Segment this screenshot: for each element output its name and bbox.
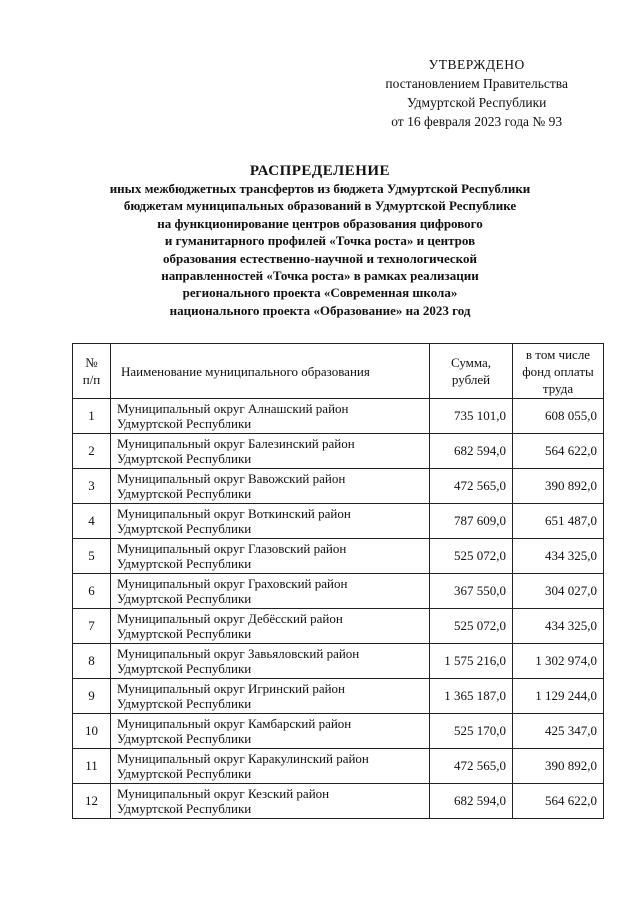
fund-cell: 651 487,0 — [513, 504, 604, 539]
approval-date: от 16 февраля 2023 года № 93 — [391, 114, 563, 129]
municipality-name-line: Удмуртской Республики — [117, 801, 252, 816]
title-line: образования естественно-научной и технологической — [163, 250, 477, 266]
approval-authority: постановлением Правительства — [385, 76, 568, 91]
amount-cell: 525 072,0 — [430, 609, 513, 644]
column-header-amount — [430, 344, 513, 399]
row-number: 1 — [73, 399, 111, 434]
approval-region: Удмуртской Республики — [407, 95, 547, 110]
title-line: бюджетам муниципальных образований в Удмуртской Республике — [123, 198, 517, 214]
distribution-table — [72, 343, 604, 819]
column-header-amount-line: рублей — [451, 372, 491, 387]
table-row — [73, 679, 604, 714]
municipality-name-line: Удмуртской Республики — [117, 556, 252, 571]
row-number: 9 — [73, 679, 111, 714]
municipality-name — [111, 574, 430, 609]
row-number: 4 — [73, 504, 111, 539]
municipality-name-line: Муниципальный округ Граховский район — [117, 575, 348, 591]
table-row — [73, 749, 604, 784]
municipality-name — [111, 399, 430, 434]
municipality-name-line: Удмуртской Республики — [117, 661, 252, 676]
table-header-row — [73, 344, 604, 399]
column-header-number-line: № — [85, 355, 98, 370]
column-header-fund — [513, 344, 604, 399]
table-row — [73, 434, 604, 469]
municipality-name — [111, 749, 430, 784]
table-row — [73, 399, 604, 434]
column-header-amount-line: Сумма, — [450, 355, 492, 370]
municipality-name — [111, 504, 430, 539]
approval-stamp: УТВЕРЖДЕНО — [428, 57, 525, 72]
fund-cell: 1 129 244,0 — [513, 679, 604, 714]
title-line: направленностей «Точка роста» в рамках реализации — [161, 268, 479, 284]
table-row — [73, 644, 604, 679]
municipality-name-line: Муниципальный округ Балезинский район — [117, 435, 355, 451]
municipality-name-line: Муниципальный округ Завьяловский район — [117, 645, 360, 661]
municipality-name-line: Удмуртской Республики — [117, 696, 252, 711]
table-row — [73, 609, 604, 644]
row-number: 11 — [73, 749, 111, 784]
title-line: регионального проекта «Современная школа» — [182, 285, 458, 301]
amount-cell: 1 575 216,0 — [430, 644, 513, 679]
row-number: 3 — [73, 469, 111, 504]
fund-cell: 608 055,0 — [513, 399, 604, 434]
amount-cell: 735 101,0 — [430, 399, 513, 434]
municipality-name — [111, 784, 430, 819]
fund-cell: 564 622,0 — [513, 434, 604, 469]
table-row — [73, 504, 604, 539]
municipality-name-line: Муниципальный округ Дебёсский район — [117, 610, 343, 626]
municipality-name — [111, 714, 430, 749]
title-line: иных межбюджетных трансфертов из бюджета Удмуртской Республики — [109, 181, 531, 196]
column-header-fund-line: в том числе — [525, 346, 591, 362]
row-number: 7 — [73, 609, 111, 644]
municipality-name-line: Муниципальный округ Алнашский район — [117, 400, 349, 416]
table-row — [73, 574, 604, 609]
row-number: 12 — [73, 784, 111, 819]
fund-cell: 434 325,0 — [513, 609, 604, 644]
fund-cell: 390 892,0 — [513, 749, 604, 784]
approval-block — [385, 55, 568, 131]
municipality-name-line: Удмуртской Республики — [117, 626, 252, 641]
municipality-name-line: Удмуртской Республики — [117, 766, 252, 781]
municipality-name-line: Муниципальный округ Игринский район — [117, 680, 346, 696]
fund-cell: 564 622,0 — [513, 784, 604, 819]
municipality-name — [111, 679, 430, 714]
column-header-number — [73, 344, 111, 399]
title-line: национального проекта «Образование» на 2023 год — [169, 302, 471, 318]
row-number: 10 — [73, 714, 111, 749]
municipality-name-line: Муниципальный округ Воткинский район — [117, 505, 351, 521]
municipality-name-line: Муниципальный округ Глазовский район — [117, 540, 347, 556]
municipality-name-line: Удмуртской Республики — [117, 486, 252, 501]
title-line: на функционирование центров образования цифрового — [157, 215, 483, 231]
column-header-name: Наименование муниципального образования — [111, 344, 430, 399]
title-line: и гуманитарного профилей «Точка роста» и центров — [164, 233, 476, 249]
municipality-name — [111, 434, 430, 469]
amount-cell: 1 365 187,0 — [430, 679, 513, 714]
row-number: 2 — [73, 434, 111, 469]
municipality-name — [111, 539, 430, 574]
municipality-name-line: Муниципальный округ Кезский район — [117, 785, 330, 801]
row-number: 6 — [73, 574, 111, 609]
title-heading: РАСПРЕДЕЛЕНИЕ — [249, 163, 391, 179]
municipality-name-line: Удмуртской Республики — [117, 416, 252, 431]
table-row — [73, 539, 604, 574]
municipality-name-line: Муниципальный округ Вавожский район — [117, 470, 346, 486]
fund-cell: 390 892,0 — [513, 469, 604, 504]
municipality-name-line: Удмуртской Республики — [117, 521, 252, 536]
fund-cell: 1 302 974,0 — [513, 644, 604, 679]
fund-cell: 434 325,0 — [513, 539, 604, 574]
amount-cell: 787 609,0 — [430, 504, 513, 539]
amount-cell: 367 550,0 — [430, 574, 513, 609]
municipality-name-line: Муниципальный округ Камбарский район — [117, 715, 352, 731]
row-number: 8 — [73, 644, 111, 679]
column-header-fund-line: фонд оплаты — [522, 363, 594, 379]
amount-cell: 472 565,0 — [430, 469, 513, 504]
municipality-name-line: Удмуртской Республики — [117, 451, 252, 466]
municipality-name-line: Удмуртской Республики — [117, 731, 252, 746]
column-header-number-line: п/п — [82, 372, 101, 387]
table-row — [73, 784, 604, 819]
municipality-name — [111, 469, 430, 504]
amount-cell: 682 594,0 — [430, 434, 513, 469]
row-number: 5 — [73, 539, 111, 574]
table-row — [73, 714, 604, 749]
document-title — [40, 162, 600, 319]
table-row — [73, 469, 604, 504]
amount-cell: 472 565,0 — [430, 749, 513, 784]
municipality-name-line: Муниципальный округ Каракулинский район — [117, 750, 369, 766]
column-header-fund-line: труда — [542, 380, 574, 396]
amount-cell: 682 594,0 — [430, 784, 513, 819]
municipality-name-line: Удмуртской Республики — [117, 591, 252, 606]
municipality-name — [111, 609, 430, 644]
fund-cell: 425 347,0 — [513, 714, 604, 749]
municipality-name — [111, 644, 430, 679]
amount-cell: 525 072,0 — [430, 539, 513, 574]
fund-cell: 304 027,0 — [513, 574, 604, 609]
amount-cell: 525 170,0 — [430, 714, 513, 749]
